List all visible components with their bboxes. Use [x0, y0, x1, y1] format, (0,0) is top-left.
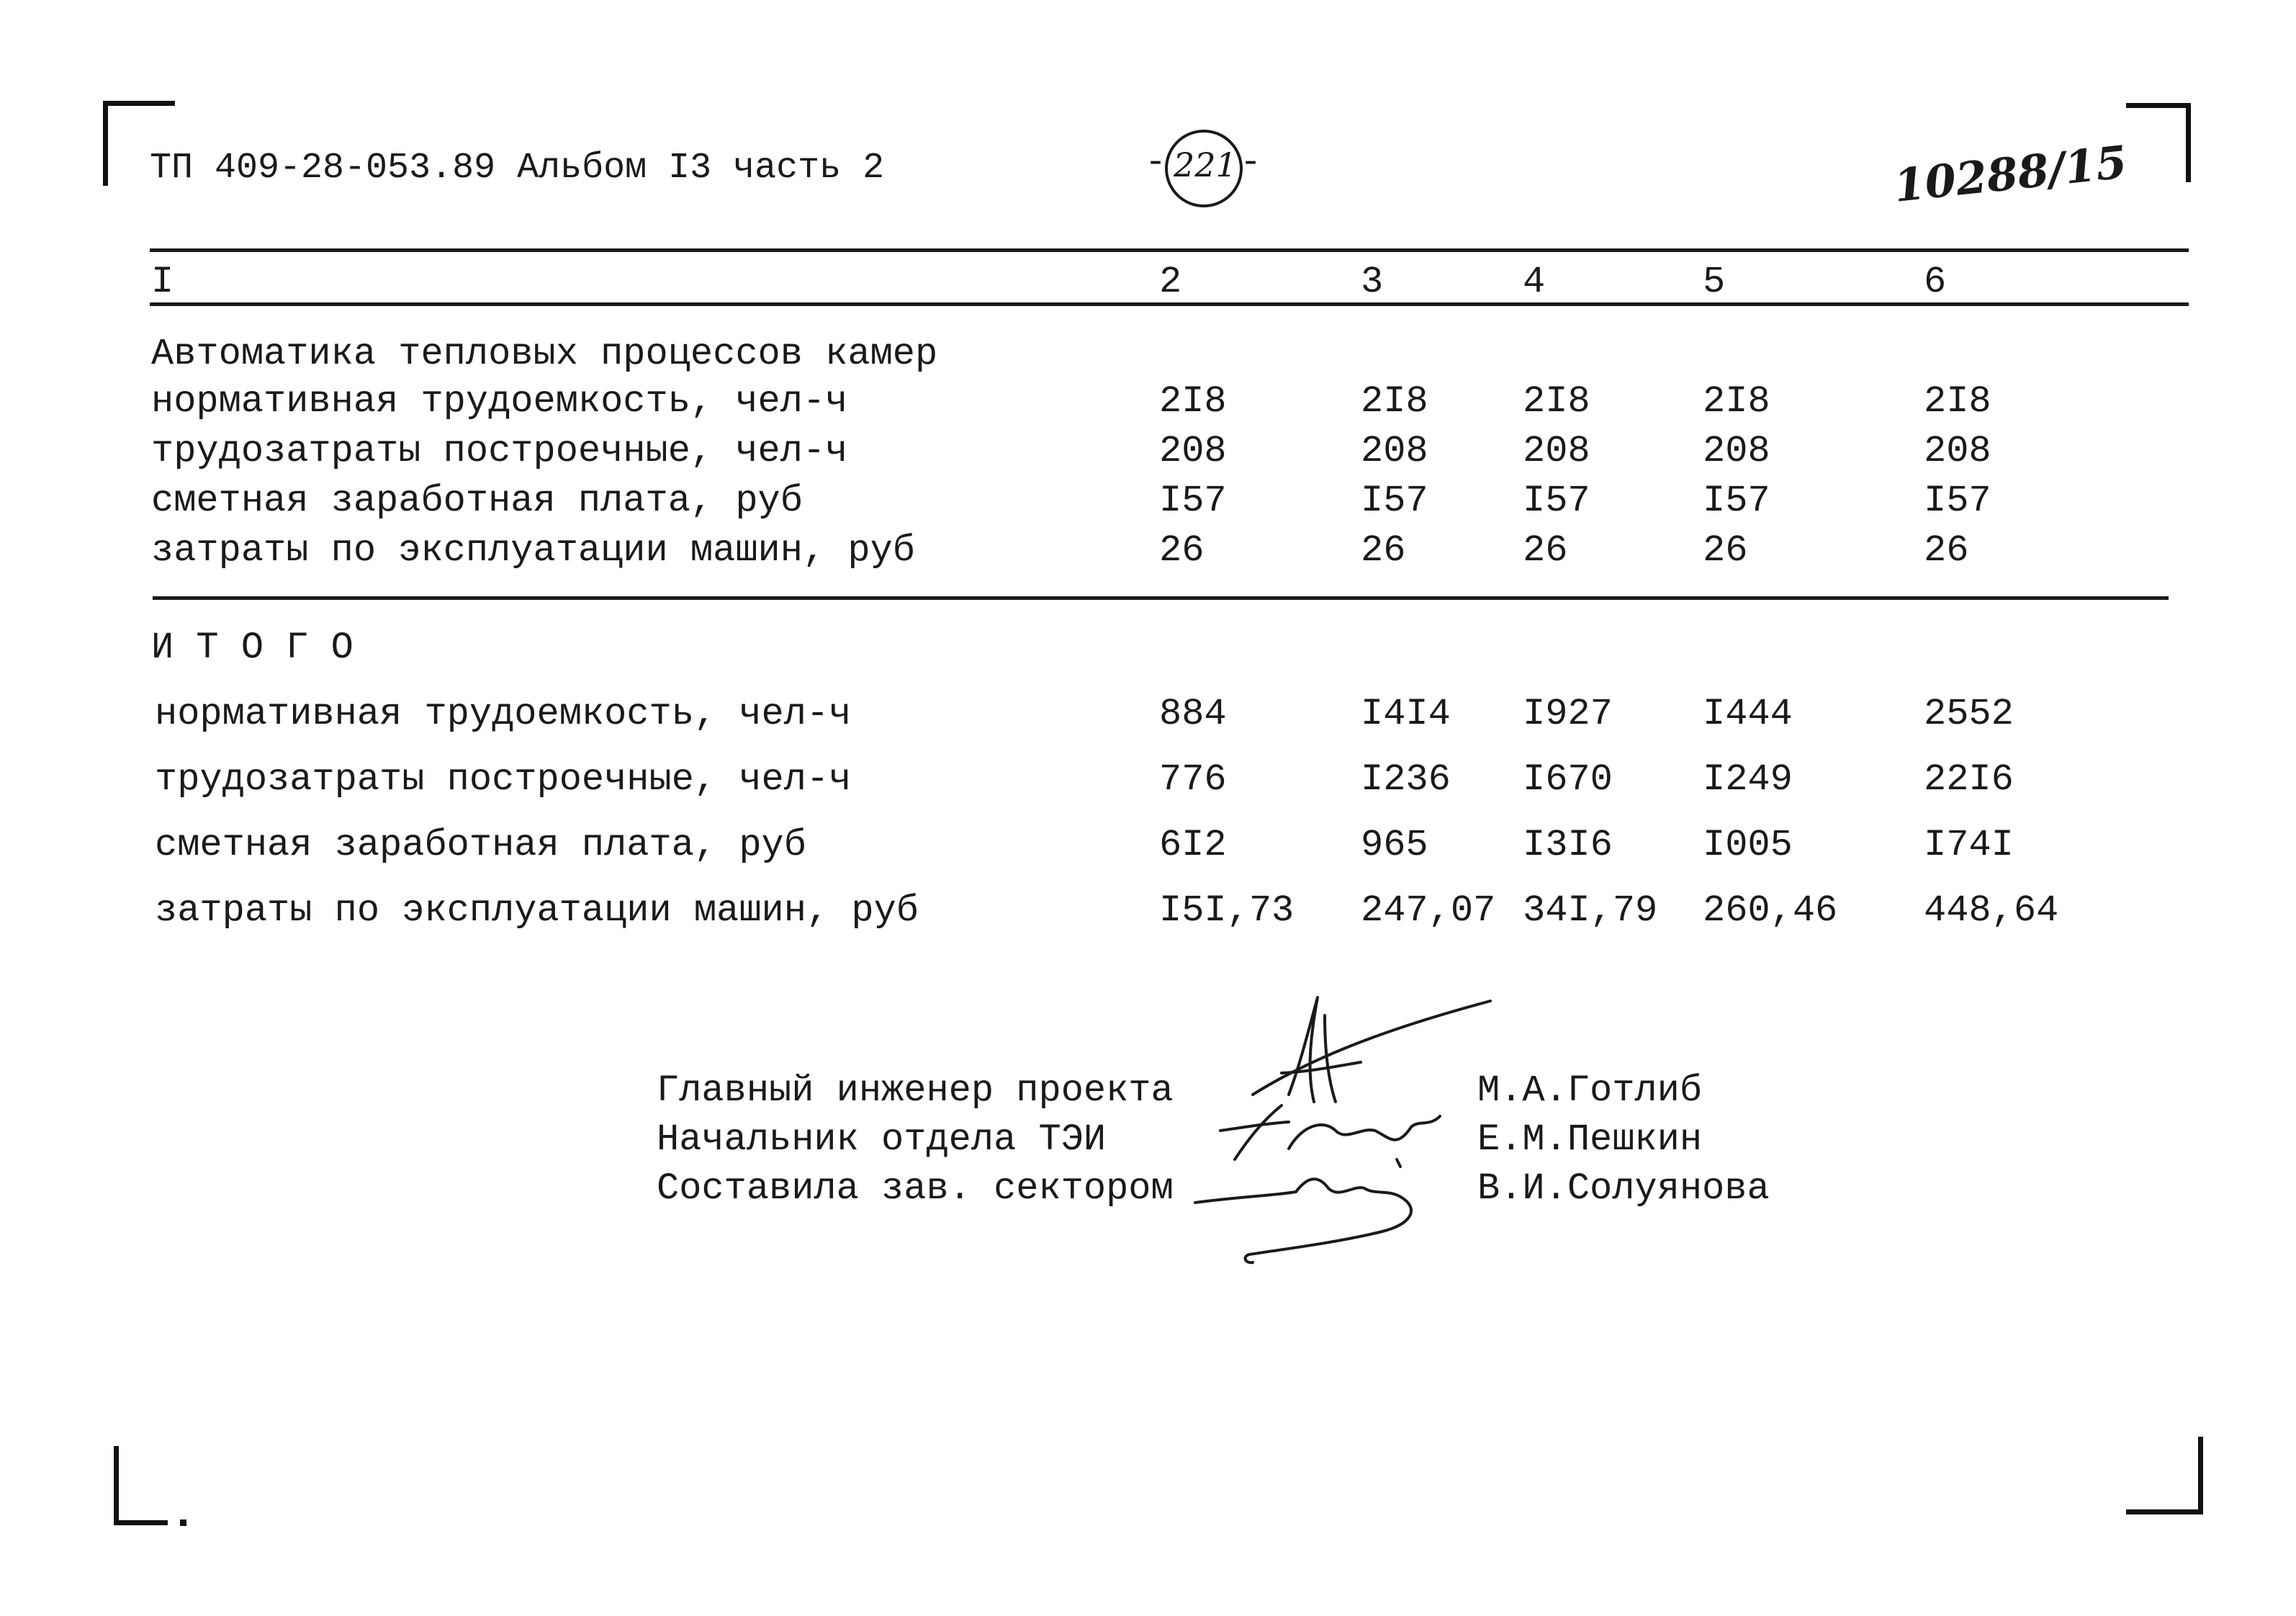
frame-corner-top-right-h [2126, 103, 2191, 108]
cell-value: 2I8 [1924, 380, 1991, 423]
cell-value: 2I8 [1703, 380, 1770, 423]
row-label: нормативная трудоемкость, чел-ч [155, 693, 852, 735]
column-header-6: 6 [1924, 261, 1947, 303]
cell-value: 208 [1523, 430, 1590, 472]
column-header-2: 2 [1159, 261, 1182, 303]
row-label: сметная заработная плата, руб [155, 824, 806, 866]
cell-value: 247,07 [1361, 889, 1496, 932]
cell-value: 34I,79 [1523, 889, 1658, 932]
row-label: трудозатраты построечные, чел-ч [151, 430, 848, 472]
column-header-5: 5 [1703, 261, 1726, 303]
cell-value: 26 [1361, 529, 1406, 572]
frame-corner-top-left [103, 101, 108, 186]
frame-corner-bottom-left [114, 1446, 119, 1525]
cell-value: 6I2 [1159, 824, 1227, 866]
table-top-rule [150, 248, 2189, 252]
archive-number: 10288/15 [1891, 135, 2130, 212]
cell-value: 2I8 [1361, 380, 1428, 423]
cell-value: I57 [1523, 480, 1590, 522]
cell-value: I927 [1523, 693, 1613, 735]
cell-value: 208 [1159, 430, 1227, 472]
signature-role-compiler: Составила зав. сектором [657, 1167, 1174, 1210]
cell-value: 2I8 [1159, 380, 1227, 423]
cell-value: 208 [1924, 430, 1991, 472]
document-code: ТП 409-28-053.89 Альбом I3 часть 2 [150, 148, 885, 189]
frame-corner-top-left-h [103, 101, 175, 106]
cell-value: 26 [1703, 529, 1748, 572]
cell-value: 884 [1159, 693, 1227, 735]
frame-corner-bottom-right-h [2126, 1509, 2203, 1514]
cell-value: I5I,73 [1159, 889, 1295, 932]
cell-value: I57 [1159, 480, 1227, 522]
row-label: затраты по эксплуатации машин, руб [155, 889, 919, 932]
cell-value: 448,64 [1924, 889, 2059, 932]
cell-value: 260,46 [1703, 889, 1838, 932]
frame-corner-bottom-left-h [114, 1520, 168, 1525]
cell-value: I57 [1703, 480, 1770, 522]
section-title-automation: Автоматика тепловых процессов камер [151, 333, 938, 375]
cell-value: I57 [1361, 480, 1428, 522]
signature-role-chief-engineer: Главный инженер проекта [657, 1069, 1174, 1112]
signature-name-soluyanova: В.И.Солуянова [1477, 1167, 1770, 1210]
cell-value: I444 [1703, 693, 1793, 735]
cell-value: 26 [1159, 529, 1205, 572]
cell-value: 965 [1361, 824, 1428, 866]
column-header-3: 3 [1361, 261, 1384, 303]
cell-value: I74I [1924, 824, 2014, 866]
cell-value: 776 [1159, 758, 1227, 801]
cell-value: I670 [1523, 758, 1613, 801]
cell-value: I236 [1361, 758, 1451, 801]
cell-value: 208 [1361, 430, 1428, 472]
cell-value: 26 [1924, 529, 1969, 572]
cell-value: 2I8 [1523, 380, 1590, 423]
column-header-4: 4 [1523, 261, 1546, 303]
row-label: затраты по эксплуатации машин, руб [151, 529, 915, 572]
cell-value: 22I6 [1924, 758, 2014, 801]
signature-name-gotlib: М.А.Готлиб [1477, 1069, 1703, 1112]
page-number: 221 [1174, 145, 1237, 184]
cell-value: I249 [1703, 758, 1793, 801]
cell-value: I57 [1924, 480, 1991, 522]
cell-value: 208 [1703, 430, 1770, 472]
handwritten-signatures [1181, 987, 1498, 1289]
page-number-stamp: - 221 - [1145, 130, 1260, 209]
cell-value: I4I4 [1361, 693, 1451, 735]
column-header-1: I [151, 261, 174, 303]
signature-role-department-head: Начальник отдела ТЭИ [657, 1118, 1107, 1161]
frame-corner-bottom-right [2198, 1437, 2203, 1514]
section-title-total: И Т О Г О [151, 627, 354, 669]
row-label: нормативная трудоемкость, чел-ч [151, 380, 848, 423]
cell-value: 26 [1523, 529, 1568, 572]
cell-value: I3I6 [1523, 824, 1613, 866]
signature-name-peshkin: Е.М.Пешкин [1477, 1118, 1703, 1161]
row-label: сметная заработная плата, руб [151, 480, 803, 522]
section-divider-rule [153, 596, 2169, 600]
cell-value: 2552 [1924, 693, 2014, 735]
row-label: трудозатраты построечные, чел-ч [155, 758, 852, 801]
frame-corner-top-right [2186, 103, 2191, 182]
cell-value: I005 [1703, 824, 1793, 866]
frame-corner-bottom-left-dot [180, 1520, 186, 1526]
